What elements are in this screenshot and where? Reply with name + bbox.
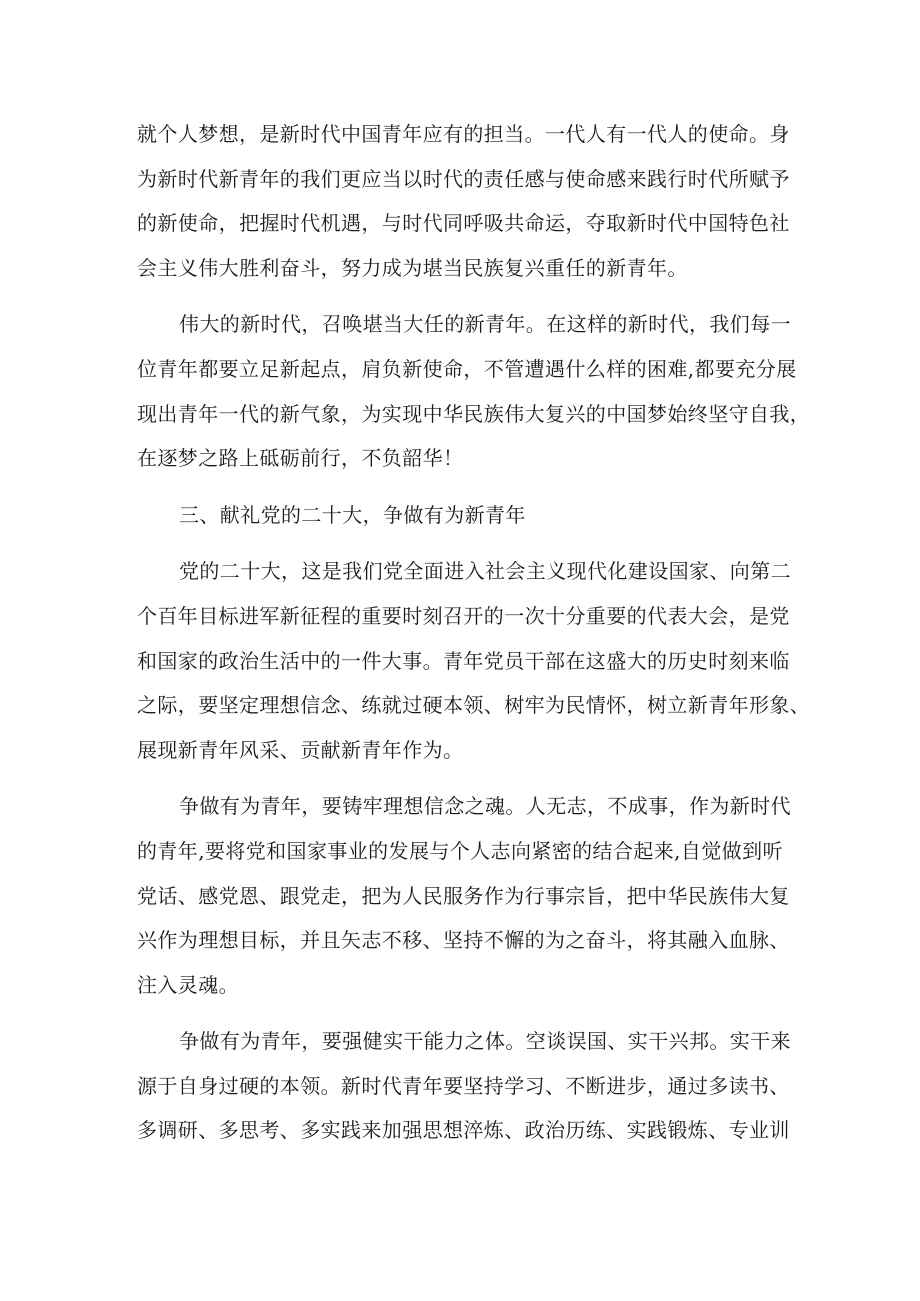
paragraph-line: 会主义伟大胜利奋斗，努力成为堪当民族复兴重任的新青年。 — [137, 255, 688, 280]
paragraph-spacer — [137, 1007, 805, 1019]
paragraph-1 — [137, 112, 805, 290]
paragraph-4 — [137, 784, 805, 1007]
paragraph-spacer — [137, 537, 805, 549]
paragraph-line: 展现新青年风采、贡献新青年作为。 — [137, 737, 464, 762]
paragraph-line: 党的二十大，这是我们党全面进入社会主义现代化建设国家、向第二 — [179, 559, 791, 584]
paragraph-line: 争做有为青年，要铸牢理想信念之魂。人无志，不成事，作为新时代 — [179, 794, 791, 819]
paragraph-5 — [137, 1019, 805, 1153]
section-heading — [137, 493, 805, 538]
paragraph-line: 个百年目标进军新征程的重要时刻召开的一次十分重要的代表大会，是党 — [137, 603, 790, 628]
paragraph-line: 的青年,要将党和国家事业的发展与个人志向紧密的结合起来,自觉做到听 — [137, 838, 783, 863]
document-body — [137, 112, 811, 1153]
paragraph-line: 伟大的新时代，召唤堪当大任的新青年。在这样的新时代，我们每一 — [179, 312, 791, 337]
paragraph-line: 注入灵魂。 — [137, 972, 239, 997]
paragraph-line: 为新时代新青年的我们更应当以时代的责任感与使命感来践行时代所赋予 — [137, 166, 790, 191]
paragraph-line: 党话、感党恩、跟党走，把为人民服务作为行事宗旨，把中华民族伟大复 — [137, 883, 790, 908]
paragraph-line: 在逐梦之路上砥砺前行，不负韶华！ — [137, 446, 464, 471]
section-heading-text: 三、献礼党的二十大，争做有为新青年 — [179, 502, 526, 527]
paragraph-line: 之际，要坚定理想信念、练就过硬本领、树牢为民情怀，树立新青年形象、 — [137, 693, 811, 718]
paragraph-spacer — [137, 481, 805, 493]
paragraph-line: 多调研、多思考、多实践来加强思想淬炼、政治历练、实践锻炼、专业训 — [137, 1118, 790, 1143]
paragraph-line: 就个人梦想，是新时代中国青年应有的担当。一代人有一代人的使命。身 — [137, 122, 790, 146]
paragraph-2 — [137, 302, 811, 480]
paragraph-3 — [137, 549, 811, 772]
paragraph-line: 兴作为理想目标，并且矢志不移、坚持不懈的为之奋斗，将其融入血脉、 — [137, 928, 790, 953]
paragraph-line: 现出青年一代的新气象，为实现中华民族伟大复兴的中国梦始终坚守自我， — [137, 401, 811, 426]
paragraph-line: 争做有为青年，要强健实干能力之体。空谈误国、实干兴邦。实干来 — [179, 1029, 791, 1054]
paragraph-line: 的新使命，把握时代机遇，与时代同呼吸共命运，夺取新时代中国特色社 — [137, 211, 790, 236]
paragraph-line: 和国家的政治生活中的一件大事。青年党员干部在这盛大的历史时刻来临 — [137, 648, 790, 673]
paragraph-line: 位青年都要立足新起点，肩负新使命，不管遭遇什么样的困难,都要充分展 — [137, 356, 797, 381]
paragraph-line: 源于自身过硬的本领。新时代青年要坚持学习、不断进步，通过多读书、 — [137, 1073, 790, 1098]
paragraph-spacer — [137, 772, 805, 784]
paragraph-spacer — [137, 290, 805, 302]
